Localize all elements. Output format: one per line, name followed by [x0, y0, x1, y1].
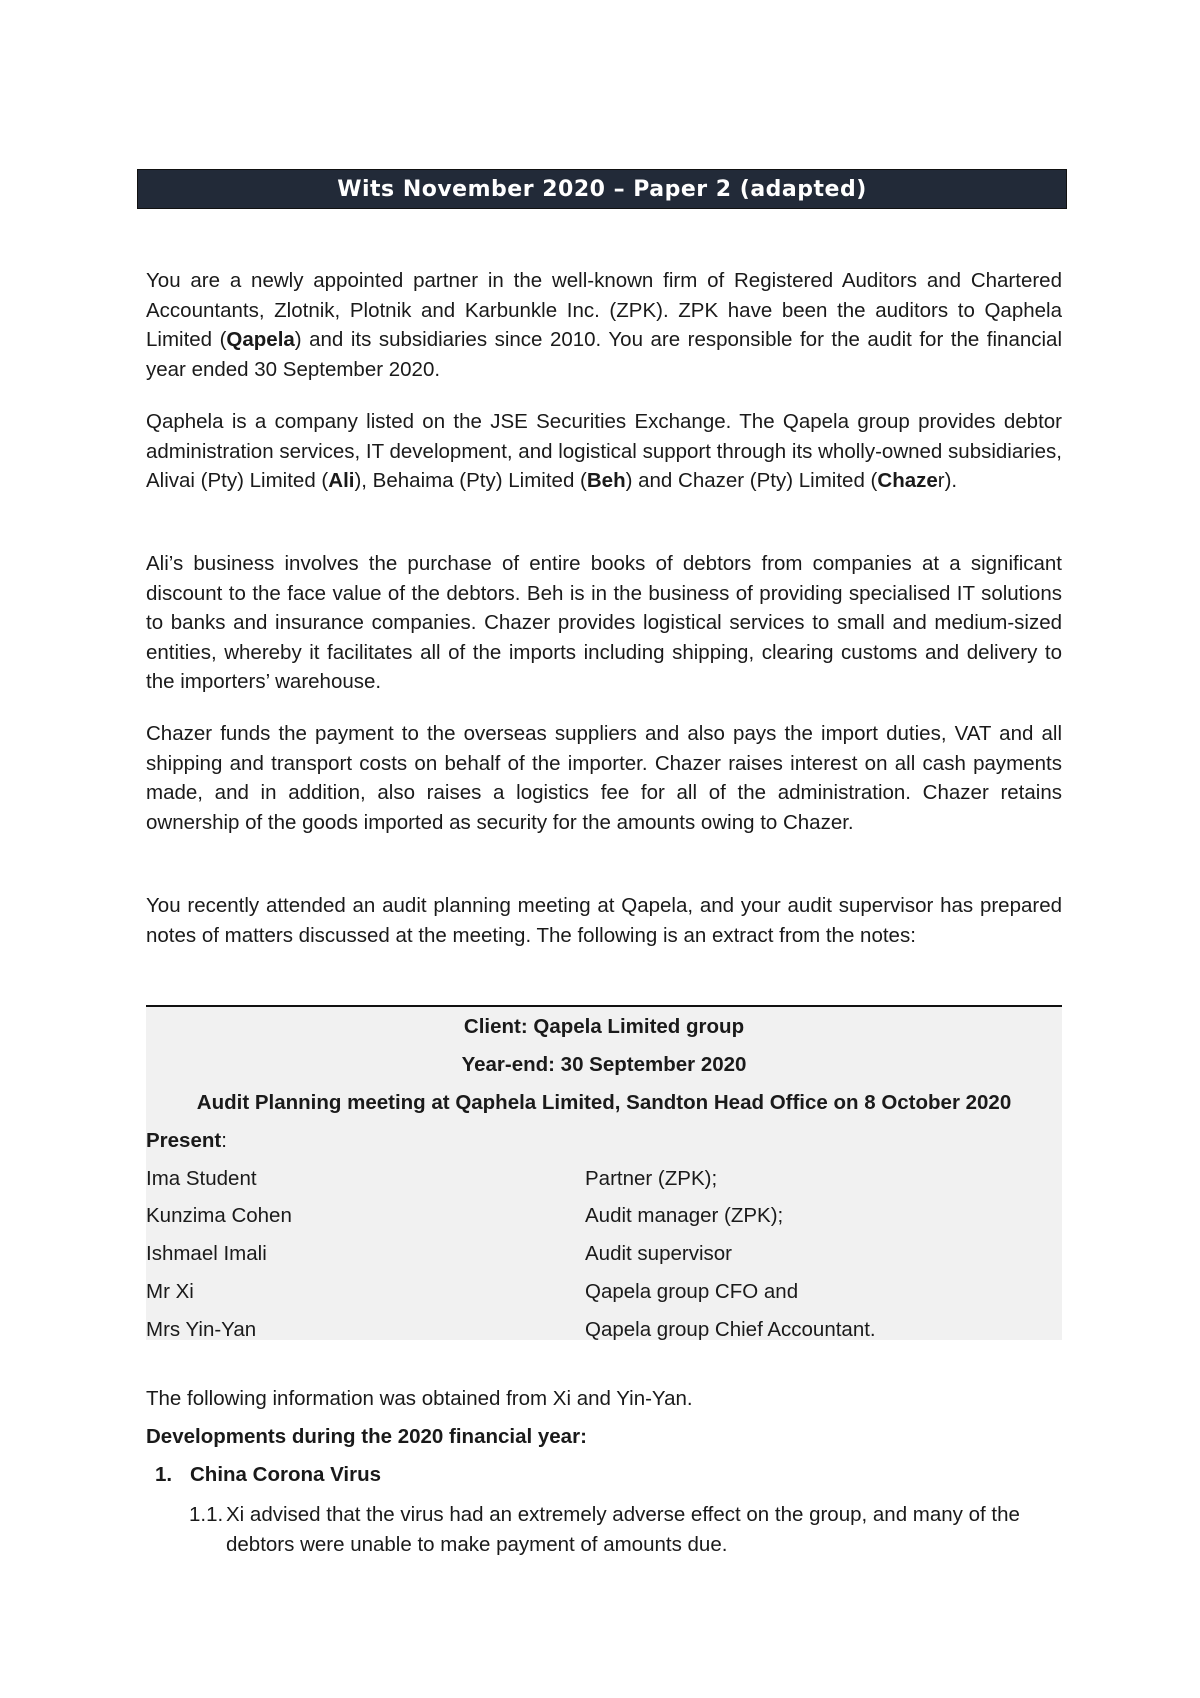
attendee-role: Audit manager (ZPK);: [585, 1204, 784, 1227]
entity-abbreviation: Qapela: [226, 328, 295, 351]
present-colon: :: [221, 1129, 227, 1152]
meeting-notes-box: [146, 1005, 1062, 1340]
attendee-name: Ima Student: [146, 1167, 257, 1190]
present-label: [146, 1129, 227, 1153]
entity-abbreviation: Beh: [586, 469, 626, 492]
attendee-role: Audit supervisor: [585, 1242, 732, 1265]
entity-abbreviation: Ali: [328, 469, 355, 492]
page-title: Wits November 2020 – Paper 2 (adapted): [137, 169, 1067, 209]
present-label-text: Present: [146, 1129, 222, 1152]
meeting-paragraph: You recently attended an audit planning meeting at Qapela, and your audit supervisor has prepared notes of matters discussed at the meeting. The following is an extract from the notes:: [146, 894, 1062, 947]
section-title: China Corona Virus: [190, 1463, 381, 1486]
attendee-name: Mr Xi: [146, 1280, 194, 1303]
paragraph-text: You are a newly appointed partner in the well-known firm of Registered Auditors and Chartered Accountants, Zlotnik, Plotnik and Karbunkle Inc. (ZPK). ZPK have been the auditors to Qaphela Limited (: [146, 269, 1062, 351]
intro-paragraph: [146, 266, 1062, 384]
attendee-name: Kunzima Cohen: [146, 1204, 292, 1227]
attendee-row: [146, 1318, 1062, 1348]
attendee-row: [146, 1204, 1062, 1234]
list-item: [189, 1500, 1062, 1559]
paragraph-text: ) and Chazer (Pty) Limited (: [625, 469, 878, 492]
attendee-row: [146, 1167, 1062, 1197]
notes-meeting-title: Audit Planning meeting at Qaphela Limited, Sandton Head Office on 8 October 2020: [196, 1091, 1012, 1114]
item-number: 1.1.: [189, 1503, 224, 1526]
business-paragraph: Ali’s business involves the purchase of entire books of debtors from companies at a significant discount to the face value of the debtors. Beh is in the business of providing specialised IT solutions to banks and insurance companies. Chazer provides logistical services to small and medium-sized entities, whereby it facilitates all of the imports including shipping, clearing customs and delivery to the importers’ warehouse.: [146, 552, 1062, 693]
attendee-role: Qapela group CFO and: [585, 1280, 799, 1303]
attendee-row: [146, 1280, 1062, 1310]
notes-client: Client: Qapela Limited group: [463, 1015, 745, 1038]
company-paragraph: [146, 407, 1062, 496]
section-number: 1.: [155, 1463, 173, 1486]
attendee-row: [146, 1242, 1062, 1272]
developments-heading: Developments during the 2020 financial year:: [146, 1425, 587, 1448]
section-heading: [155, 1463, 381, 1487]
attendee-name: Ishmael Imali: [146, 1242, 267, 1265]
info-line: The following information was obtained from Xi and Yin-Yan.: [146, 1387, 693, 1410]
chazer-paragraph: Chazer funds the payment to the overseas suppliers and also pays the import duties, VAT and all shipping and transport costs on behalf of the importer. Chazer raises interest on all cash payments made, and in addition, also raises a logistics fee for all of the administration. Chazer retains ownership of the goods imported as security for the amounts owing to Chazer.: [146, 722, 1062, 834]
paragraph-text: ), Behaima (Pty) Limited (: [354, 469, 587, 492]
attendee-role: Partner (ZPK);: [585, 1167, 718, 1190]
attendee-name: Mrs Yin-Yan: [146, 1318, 257, 1341]
notes-year-end: Year-end: 30 September 2020: [461, 1053, 747, 1076]
paragraph-text: r).: [937, 469, 958, 492]
entity-abbreviation: Chaze: [877, 469, 938, 492]
paragraph-text: Qaphela is a company listed on the JSE Securities Exchange. The Qapela group provides debtor administration services, IT development, and logistical support through its wholly-owned subsidiaries, Alivai (Pty) Limited (: [146, 410, 1062, 492]
attendee-role: Qapela group Chief Accountant.: [585, 1318, 876, 1341]
item-text: Xi advised that the virus had an extremely adverse effect on the group, and many of the debtors were unable to make payment of amounts due.: [226, 1503, 1020, 1556]
paragraph-text: ) and its subsidiaries since 2010. You are responsible for the audit for the financial year ended 30 September 2020.: [146, 328, 1063, 381]
